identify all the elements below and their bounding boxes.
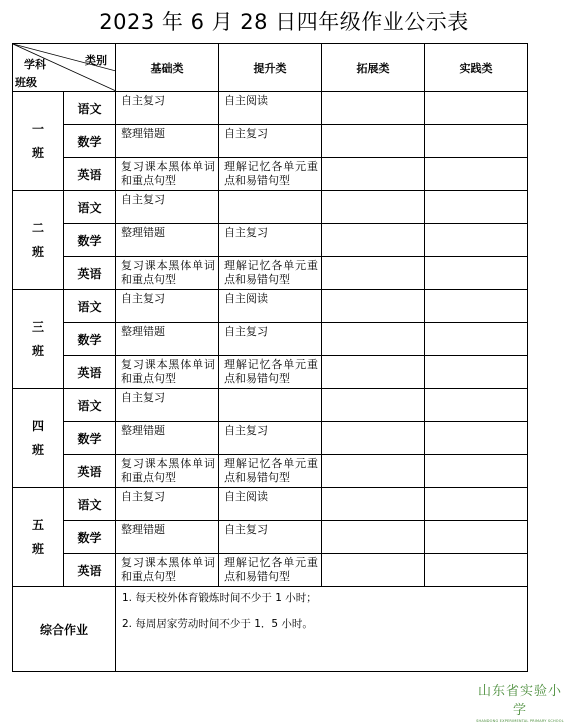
homework-text: 自主阅读: [224, 292, 268, 305]
homework-cell-extend: [322, 290, 425, 323]
table-row: [13, 125, 528, 158]
table-row: [13, 488, 528, 521]
homework-cell-improve: [219, 389, 322, 422]
homework-cell-extend: [322, 125, 425, 158]
homework-cell-basic: [116, 92, 219, 125]
homework-text: 自主复习: [224, 127, 268, 140]
homework-cell-basic: [116, 356, 219, 389]
homework-cell-practice: [425, 257, 528, 290]
homework-text: 整理错题: [121, 424, 165, 437]
homework-cell-practice: [425, 191, 528, 224]
table-row: [13, 521, 528, 554]
homework-cell-basic: [116, 224, 219, 257]
table-row: [13, 356, 528, 389]
homework-text: 整理错题: [121, 325, 165, 338]
table-row: [13, 389, 528, 422]
homework-text: 整理错题: [121, 226, 165, 239]
homework-cell-extend: [322, 356, 425, 389]
subject-label: 数学: [64, 224, 116, 257]
subject-label: 语文: [64, 488, 116, 521]
class-label: 五 班: [13, 488, 64, 587]
homework-cell-extend: [322, 257, 425, 290]
subject-label: 数学: [64, 422, 116, 455]
homework-cell-basic: [116, 389, 219, 422]
homework-cell-extend: [322, 389, 425, 422]
homework-cell-practice: [425, 323, 528, 356]
class-label: 四 班: [13, 389, 64, 488]
table-row: [13, 224, 528, 257]
homework-cell-basic: [116, 488, 219, 521]
homework-cell-improve: [219, 521, 322, 554]
homework-cell-extend: [322, 488, 425, 521]
homework-cell-basic: [116, 455, 219, 488]
subject-label: 数学: [64, 125, 116, 158]
homework-cell-basic: [116, 422, 219, 455]
homework-cell-extend: [322, 191, 425, 224]
homework-cell-practice: [425, 389, 528, 422]
column-header-practice: 实践类: [425, 44, 528, 92]
table-row: [13, 323, 528, 356]
homework-text: 自主复习: [224, 226, 268, 239]
school-logo-subtitle: SHANDONG EXPERIMENTAL PRIMARY SCHOOL: [476, 719, 564, 723]
subject-label: 英语: [64, 356, 116, 389]
homework-text: 复习课本黑体单词和重点句型: [121, 556, 215, 583]
table-row: [13, 554, 528, 587]
homework-cell-improve: [219, 290, 322, 323]
homework-cell-practice: [425, 158, 528, 191]
homework-text: 自主复习: [121, 292, 165, 305]
table-row: [13, 191, 528, 224]
homework-cell-extend: [322, 158, 425, 191]
school-logo-name: 山东省实验小学: [477, 684, 562, 718]
summary-content: [116, 587, 528, 672]
homework-text: 复习课本黑体单词和重点句型: [121, 259, 215, 286]
homework-cell-extend: [322, 224, 425, 257]
table-row: [13, 422, 528, 455]
homework-cell-practice: [425, 356, 528, 389]
homework-text: 理解记忆各单元重点和易错句型: [224, 556, 318, 583]
corner-label-subject: 学科: [24, 58, 46, 71]
subject-label: 语文: [64, 290, 116, 323]
homework-cell-basic: [116, 323, 219, 356]
homework-text: 理解记忆各单元重点和易错句型: [224, 259, 318, 286]
homework-cell-improve: [219, 356, 322, 389]
homework-text: 自主复习: [224, 424, 268, 437]
homework-cell-basic: [116, 290, 219, 323]
homework-cell-basic: [116, 521, 219, 554]
subject-label: 语文: [64, 191, 116, 224]
homework-cell-basic: [116, 191, 219, 224]
homework-text: 自主复习: [121, 391, 165, 404]
homework-cell-improve: [219, 191, 322, 224]
homework-text: 自主复习: [121, 193, 165, 206]
homework-cell-extend: [322, 422, 425, 455]
column-header-improve: 提升类: [219, 44, 322, 92]
homework-cell-practice: [425, 554, 528, 587]
header-row: [13, 44, 528, 92]
homework-text: 自主复习: [121, 490, 165, 503]
homework-cell-practice: [425, 290, 528, 323]
homework-cell-practice: [425, 224, 528, 257]
subject-label: 英语: [64, 455, 116, 488]
homework-table: [12, 43, 528, 672]
homework-text: 复习课本黑体单词和重点句型: [121, 457, 215, 484]
homework-text: 复习课本黑体单词和重点句型: [121, 358, 215, 385]
page-title: 2023 年 6 月 28 日四年级作业公示表: [99, 10, 469, 34]
homework-text: 自主阅读: [224, 490, 268, 503]
subject-label: 英语: [64, 554, 116, 587]
class-label: 一 班: [13, 92, 64, 191]
homework-text: 整理错题: [121, 523, 165, 536]
homework-cell-improve: [219, 488, 322, 521]
homework-cell-practice: [425, 488, 528, 521]
school-logo: [474, 680, 566, 723]
homework-cell-extend: [322, 554, 425, 587]
homework-text: 理解记忆各单元重点和易错句型: [224, 160, 318, 187]
class-label: 二 班: [13, 191, 64, 290]
subject-label: 英语: [64, 257, 116, 290]
corner-label-class: 班级: [15, 76, 37, 89]
homework-cell-basic: [116, 158, 219, 191]
homework-cell-improve: [219, 422, 322, 455]
table-row: [13, 158, 528, 191]
homework-cell-improve: [219, 257, 322, 290]
table-row: [13, 92, 528, 125]
homework-text: 复习课本黑体单词和重点句型: [121, 160, 215, 187]
homework-text: 自主阅读: [224, 94, 268, 107]
subject-label: 英语: [64, 158, 116, 191]
summary-line: 1. 每天校外体育锻炼时间不少于 1 小时；: [122, 592, 317, 604]
table-row: [13, 257, 528, 290]
homework-cell-extend: [322, 323, 425, 356]
class-label: 三 班: [13, 290, 64, 389]
homework-text: 理解记忆各单元重点和易错句型: [224, 358, 318, 385]
homework-text: 理解记忆各单元重点和易错句型: [224, 457, 318, 484]
homework-cell-extend: [322, 455, 425, 488]
homework-cell-extend: [322, 92, 425, 125]
homework-cell-practice: [425, 521, 528, 554]
homework-cell-improve: [219, 158, 322, 191]
subject-label: 语文: [64, 92, 116, 125]
homework-text: 自主复习: [224, 523, 268, 536]
homework-cell-practice: [425, 455, 528, 488]
homework-cell-improve: [219, 455, 322, 488]
table-row: [13, 455, 528, 488]
homework-cell-basic: [116, 257, 219, 290]
column-header-extend: 拓展类: [322, 44, 425, 92]
corner-label-category: 类别: [85, 54, 107, 67]
homework-text: 自主复习: [224, 325, 268, 338]
table-row: [13, 290, 528, 323]
corner-header-cell: [13, 44, 116, 92]
subject-label: 数学: [64, 323, 116, 356]
homework-text: 整理错题: [121, 127, 165, 140]
homework-cell-improve: [219, 224, 322, 257]
subject-label: 数学: [64, 521, 116, 554]
homework-cell-extend: [322, 521, 425, 554]
summary-line: 2. 每周居家劳动时间不少于 1．5 小时。: [122, 618, 313, 630]
homework-cell-basic: [116, 554, 219, 587]
homework-cell-practice: [425, 125, 528, 158]
homework-cell-practice: [425, 422, 528, 455]
homework-cell-basic: [116, 125, 219, 158]
homework-cell-improve: [219, 125, 322, 158]
homework-cell-improve: [219, 554, 322, 587]
column-header-basic: 基础类: [116, 44, 219, 92]
homework-cell-improve: [219, 323, 322, 356]
summary-row: [13, 587, 528, 672]
subject-label: 语文: [64, 389, 116, 422]
summary-label: 综合作业: [13, 587, 116, 672]
homework-cell-improve: [219, 92, 322, 125]
homework-text: 自主复习: [121, 94, 165, 107]
homework-cell-practice: [425, 92, 528, 125]
